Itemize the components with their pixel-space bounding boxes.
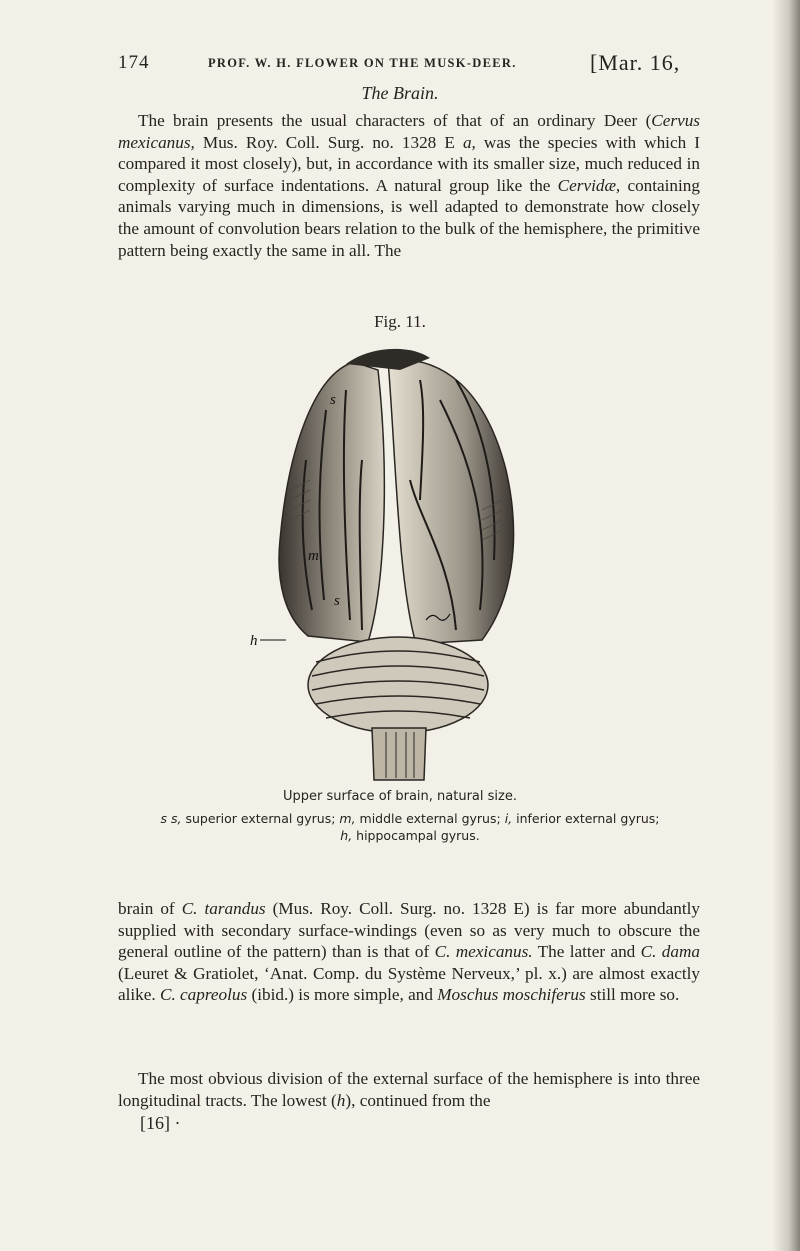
p2-species-dama: C. dama [640,942,700,962]
p1-species-cervus: Cervus mexicanus, [118,111,700,152]
running-date: [Mar. 16, [590,50,681,75]
p2-species-tarandus: C. tarandus [181,899,266,918]
p1-specimen-letter: a, [462,132,476,152]
label-m: m [308,548,319,564]
p2-text-c: (Mus. Roy. Coll. Surg. no. 1328 E) is far more abundantly supplied with secondary surface-windings (even so as very much to obscure the general outline of the pattern) than is that of [118,899,700,962]
p3-text-c: ), continued from the [345,1090,491,1110]
signature-mark: [16] · [140,1113,181,1133]
page-edge-shadow [772,0,800,1251]
page-number: 174 [118,52,150,73]
right-hemisphere [388,359,514,644]
p1-text-e: was the species with which I compared it most closely), but, in accordance with its smaller size, much reduced in complexity of surface indentations. A natural group like the [118,132,700,195]
p1-text-c: Mus. Roy. Coll. Surg. no. 1328 E [194,132,463,152]
legend-s: s s, [160,811,182,826]
figure-caption: Upper surface of brain, natural size. [283,789,517,804]
p2-text-a: brain of [118,899,182,918]
section-title: The Brain. [361,83,439,103]
p2-text-g: (Leuret & Gratiolet, ‘Anat. Comp. du Système Nerveux,’ pl. x.) are almost exactly alike. [118,963,700,1005]
p3-letter-h: h [336,1090,346,1110]
label-s-mid: s [334,593,340,609]
p2-text-i: (ibid.) is more simple, and [247,985,438,1005]
label-s-top: s [330,392,336,408]
p2-text-e: The latter and [532,942,641,962]
p1-family-cervidae: Cervidæ, [557,175,621,195]
paragraph-3 [118,1068,700,1111]
legend-h-text: hippocampal gyrus. [352,828,480,843]
legend-m-text: middle external gyrus; [355,811,505,826]
legend-m: m, [339,811,356,826]
legend-s-text: superior external gyrus; [181,811,340,826]
p1-text-g: containing animals varying much in dimensions, is well adapted to demonstrate how closely the amount of convolution bears relation to the bulk of the hemisphere, the primitive pattern being exactly the same in all. The [118,175,700,260]
brain-illustration [250,340,580,785]
medulla [372,728,426,780]
figure-legend [160,810,660,844]
label-h: h [250,633,258,649]
p2-species-capreolus: C. capreolus [160,985,248,1005]
legend-h: h, [340,828,353,843]
p3-text-a: The most obvious division of the external surface of the hemisphere is into three longitudinal tracts. The lowest ( [118,1069,700,1110]
p2-species-moschus: Moschus moschiferus [437,985,586,1005]
paragraph-2 [118,898,700,1006]
p2-species-mexicanus: C. mexicanus. [434,942,533,962]
p1-text-a: The brain presents the usual characters of that of an ordinary Deer ( [138,111,652,130]
legend-i-text: inferior external gyrus; [512,811,660,826]
p2-text-k: still more so. [585,985,680,1005]
running-title: PROF. W. H. FLOWER ON THE MUSK-DEER. [208,56,517,70]
legend-i: i, [504,811,513,826]
figure-label: Fig. 11. [374,312,426,331]
paragraph-1 [118,110,700,261]
